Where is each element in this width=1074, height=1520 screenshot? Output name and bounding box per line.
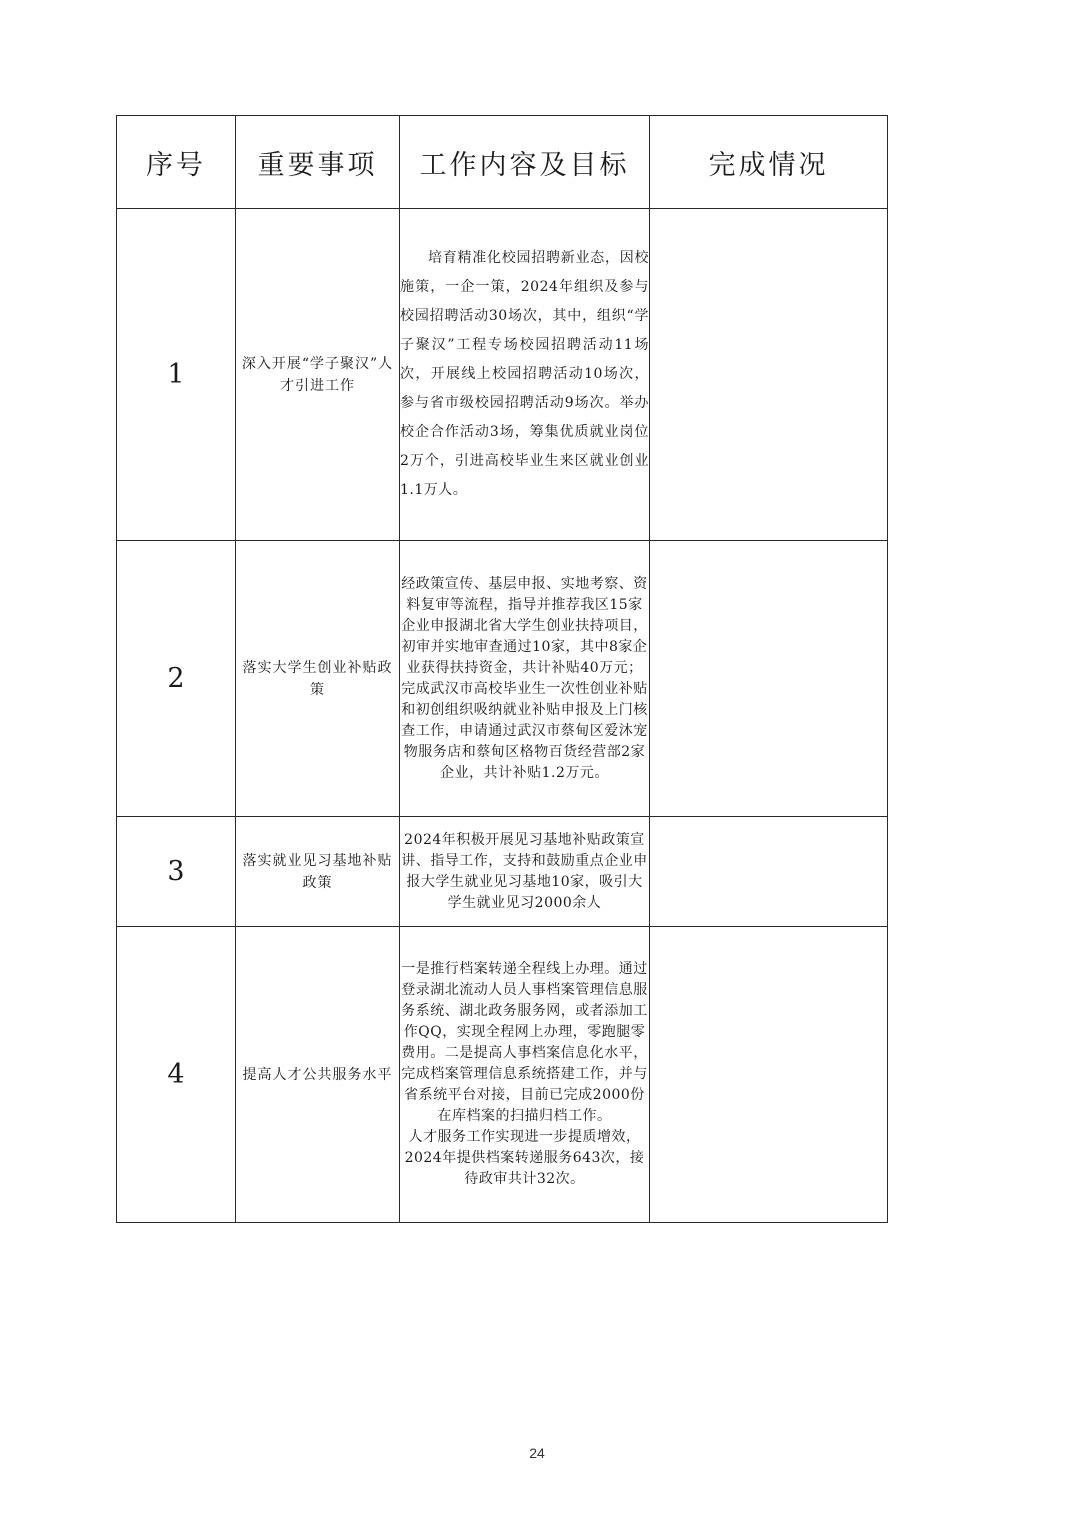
content-paragraph: 人才服务工作实现进一步提质增效，2024年提供档案转递服务643次，接待政审共计32次。: [404, 1129, 645, 1187]
row-status: [650, 541, 888, 817]
row-content: [400, 209, 650, 541]
row-item: 落实大学生创业补贴政策: [236, 541, 400, 817]
row-content: [400, 927, 650, 1223]
content-paragraph: 2024年积极开展见习基地补贴政策宣讲、指导工作，支持和鼓励重点企业申报大学生就业见习基地10家，吸引大学生就业见习2000余人: [401, 831, 648, 911]
work-table: [116, 115, 888, 1223]
header-content: 工作内容及目标: [400, 116, 650, 209]
header-seq: 序号: [117, 116, 236, 209]
header-status: 完成情况: [650, 116, 888, 209]
table-row: [117, 817, 888, 927]
row-content: [400, 817, 650, 927]
content-paragraph: 培育精准化校园招聘新业态，因校施策，一企一策，2024年组织及参与校园招聘活动30场次，其中，组织“学子聚汉”工程专场校园招聘活动11场次，开展线上校园招聘活动10场次，参与省市级校园招聘活动9场次。举办校企合作活动3场，筹集优质就业岗位2万个，引进高校毕业生来区就业创业1.1万人。: [400, 250, 649, 498]
row-content: [400, 541, 650, 817]
row-seq: 3: [117, 817, 236, 927]
row-item: 深入开展“学子聚汉”人才引进工作: [236, 209, 400, 541]
content-paragraph: 一是推行档案转递全程线上办理。通过登录湖北流动人员人事档案管理信息服务系统、湖北政务服务网，或者添加工作QQ，实现全程网上办理，零跑腿零费用。二是提高人事档案信息化水平，完成档案管理信息系统搭建工作，并与省系统平台对接，目前已完成2000份在库档案的扫描归档工作。: [401, 961, 648, 1124]
table-row: [117, 209, 888, 541]
row-item: 落实就业见习基地补贴政策: [236, 817, 400, 927]
row-status: [650, 927, 888, 1223]
table-header-row: [117, 116, 888, 209]
row-item: 提高人才公共服务水平: [236, 927, 400, 1223]
table-row: [117, 541, 888, 817]
content-paragraph: 经政策宣传、基层申报、实地考察、资料复审等流程，指导并推荐我区15家企业申报湖北省大学生创业扶持项目，初审并实地审查通过10家，其中8家企业获得扶持资金，共计补贴40万元；完成武汉市高校毕业生一次性创业补贴和初创组织吸纳就业补贴申报及上门核查工作，申请通过武汉市蔡甸区爱沐宠物服务店和蔡甸区格物百货经营部2家企业，共计补贴1.2万元。: [401, 575, 648, 781]
row-seq: 4: [117, 927, 236, 1223]
row-status: [650, 209, 888, 541]
row-seq: 2: [117, 541, 236, 817]
page-number: 24: [529, 1445, 545, 1461]
header-item: 重要事项: [236, 116, 400, 209]
row-seq: 1: [117, 209, 236, 541]
row-status: [650, 817, 888, 927]
table-row: [117, 927, 888, 1223]
